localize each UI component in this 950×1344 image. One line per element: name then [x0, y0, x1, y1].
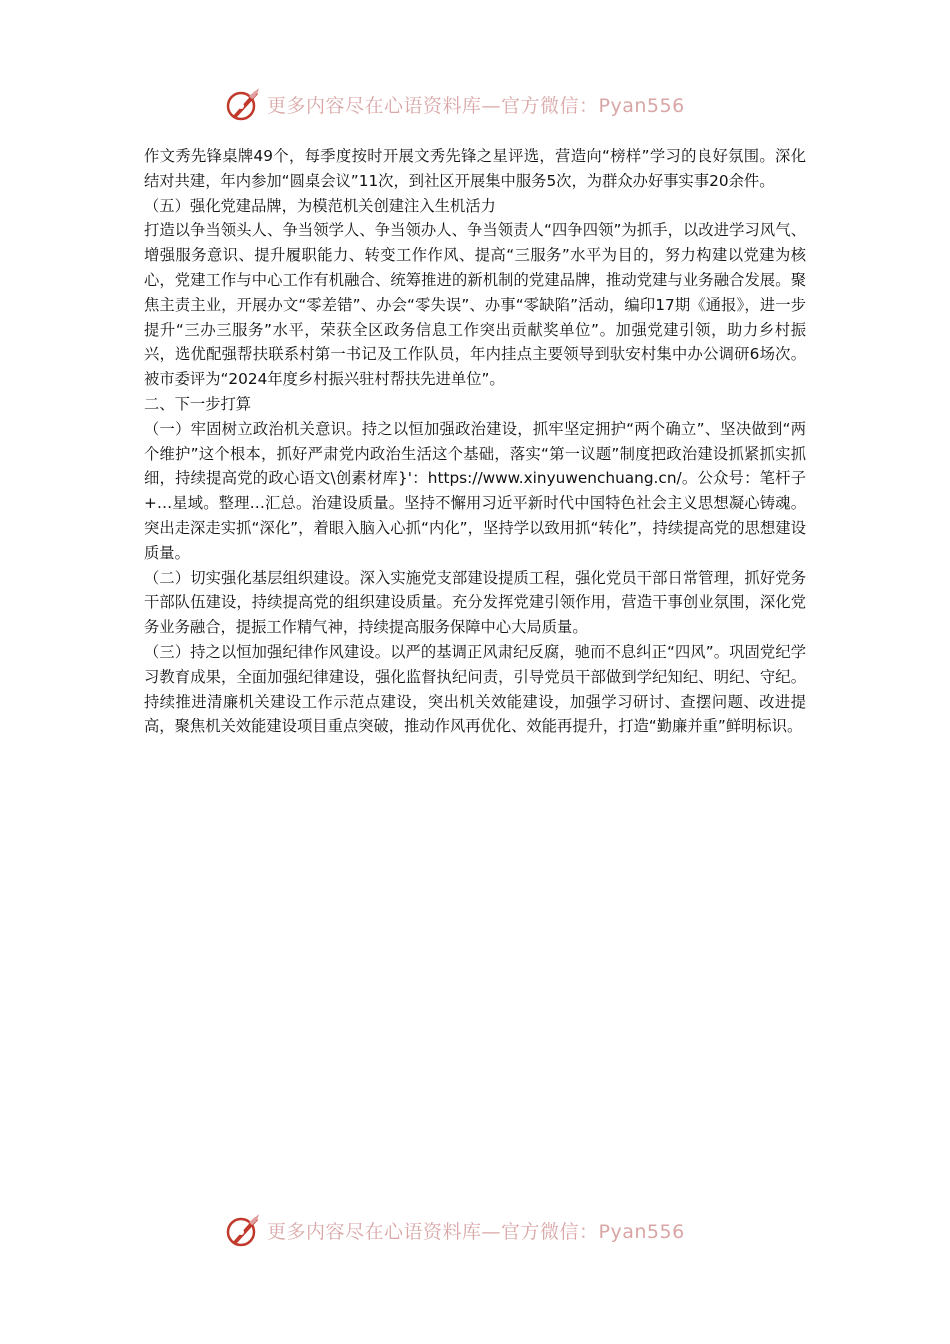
- quill-logo-icon: [225, 1212, 261, 1248]
- watermark-text: 更多内容尽在心语资料库—官方微信：Pyan556: [267, 1220, 685, 1243]
- section-heading-next-steps: 二、下一步打算: [144, 394, 252, 413]
- header-watermark: [225, 84, 745, 124]
- paragraph-4: （二）切实强化基层组织建设。深入实施党支部建设提质工程，强化党员干部日常管理，抓好党务干部队伍建设，持续提高党的组织建设质量。充分发挥党建引领作用，营造干事创业氛围，深化党务业务融合，提振工作精气神，持续提高服务保障中心大局质量。: [144, 568, 806, 637]
- document-body: [144, 144, 806, 739]
- watermark-text: 更多内容尽在心语资料库—官方微信：Pyan556: [267, 94, 685, 117]
- paragraph-3: （一）牢固树立政治机关意识。持之以恒加强政治建设，抓牢坚定拥护“两个确立”、坚决做到“两个维护”这个根本，抓好严肃党内政治生活这个基础，落实“第一议题”制度把政治建设抓紧抓实抓细，持续提高党的政心语文\创素材库}'：https://www.xinyuwenchuang.cn/。公众号：笔杆子+…星域。整理…汇总。治建设质量。坚持不懈用习近平新时代中国特色社会主义思想凝心铸魂。突出走深走实抓“深化”，着眼入脑入心抓“内化”，坚持学以致用抓“转化”，持续提高党的思想建设质量。: [144, 419, 806, 562]
- footer-watermark: [225, 1210, 745, 1250]
- section-heading-5: （五）强化党建品牌，为模范机关创建注入生机活力: [144, 196, 496, 215]
- paragraph-5: （三）持之以恒加强纪律作风建设。以严的基调正风肃纪反腐，驰而不息纠正“四风”。巩固党纪学习教育成果，全面加强纪律建设，强化监督执纪问责，引导党员干部做到学纪知纪、明纪、守纪。持续推进清廉机关建设工作示范点建设，突出机关效能建设，加强学习研讨、查摆问题、改进提高，聚焦机关效能建设项目重点突破，推动作风再优化、效能再提升，打造“勤廉并重”鲜明标识。: [144, 642, 806, 736]
- paragraph-1: 作文秀先锋桌牌49个，每季度按时开展文秀先锋之星评选，营造向“榜样”学习的良好氛围。深化结对共建，年内参加“圆桌会议”11次，到社区开展集中服务5次，为群众办好事实事20余件。: [144, 147, 806, 190]
- paragraph-2: 打造以争当领头人、争当领学人、争当领办人、争当领责人“四争四领”为抓手，以改进学习风气、增强服务意识、提升履职能力、转变工作作风、提高“三服务”水平为目的，努力构建以党建为核心，党建工作与中心工作有机融合、统筹推进的新机制的党建品牌，推动党建与业务融合发展。聚焦主责主业，开展办文“零差错”、办会“零失误”、办事“零缺陷”活动，编印17期《通报》，进一步提升“三办三服务”水平，荣获全区政务信息工作突出贡献奖单位”。加强党建引领，助力乡村振兴，选优配强帮扶联系村第一书记及工作队员，年内挂点主要领导到驮安村集中办公调研6场次。被市委评为“2024年度乡村振兴驻村帮扶先进单位”。: [144, 221, 806, 389]
- quill-logo-icon: [225, 86, 261, 122]
